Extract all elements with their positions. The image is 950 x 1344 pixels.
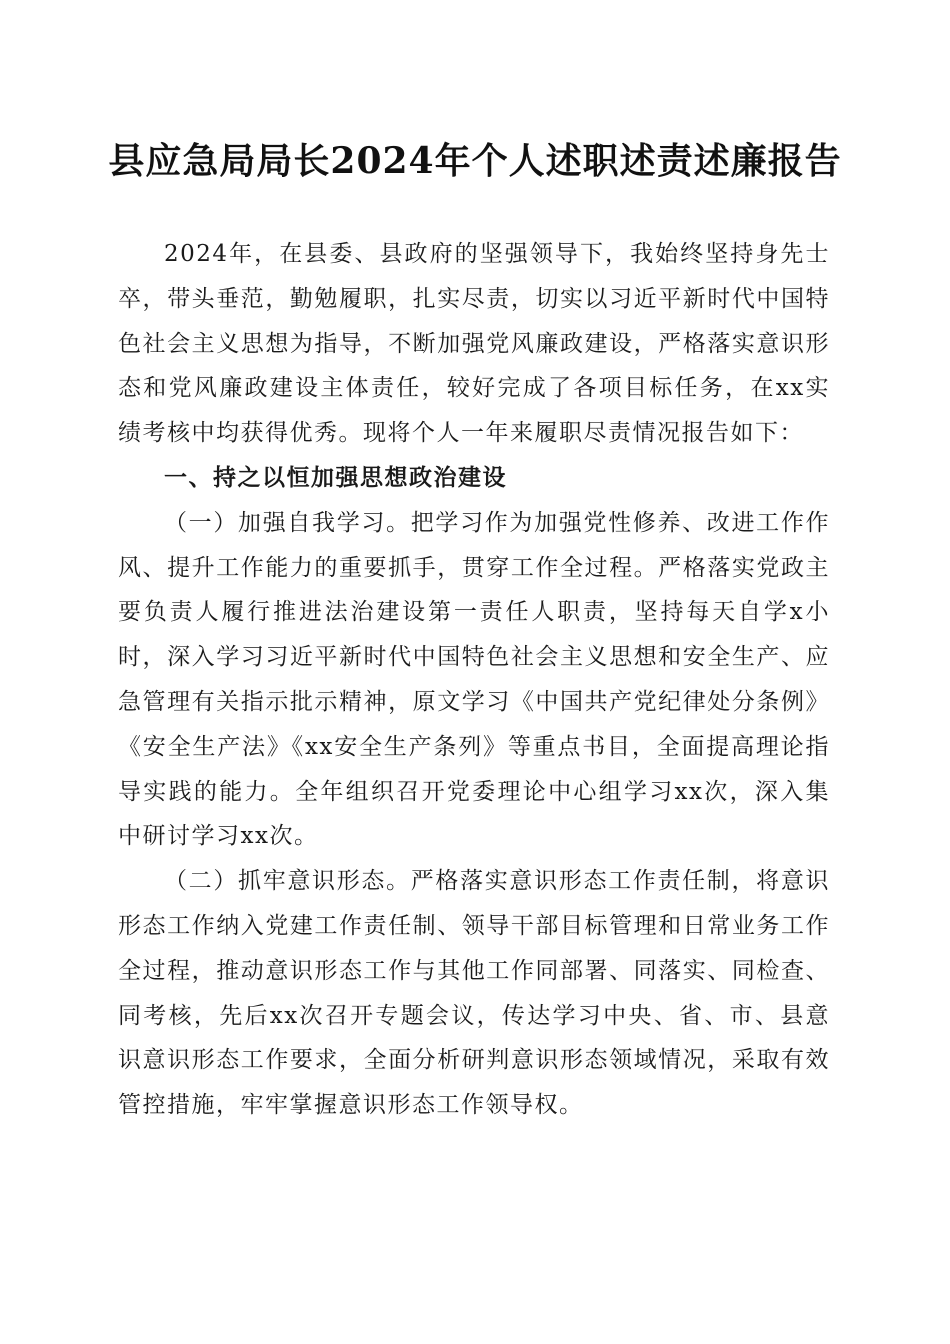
subsection-lead: （一）加强自我学习。 [164, 509, 411, 536]
subsection-text: 严格落实意识形态工作责任制，将意识形态工作纳入党建工作责任制、领导干部目标管理和日常业务工作全过程，推动意识形态工作与其他工作同部署、同落实、同检查、同考核，先后xx次召开专题会议，传达学习中央、省、市、县意识意识形态工作要求，全面分析研判意识形态领域情况，采取有效管控措施，牢牢掌握意识形态工作领导权。 [118, 868, 831, 1119]
subsection-paragraph-1 [118, 501, 830, 859]
subsection-text: 把学习作为加强党性修养、改进工作作风、提升工作能力的重要抓手，贯穿工作全过程。严格落实党政主要负责人履行推进法治建设第一责任人职责，坚持每天自学x小时，深入学习习近平新时代中国特色社会主义思想和安全生产、应急管理有关指示批示精神，原文学习《中国共产党纪律处分条例》《安全生产法》《xx安全生产条列》等重点书目，全面提高理论指导实践的能力。全年组织召开党委理论中心组学习xx次，深入集中研讨学习xx次。 [118, 509, 831, 850]
intro-paragraph: 2024年，在县委、县政府的坚强领导下，我始终坚持身先士卒，带头垂范，勤勉履职，扎实尽责，切实以习近平新时代中国特色社会主义思想为指导，不断加强党风廉政建设，严格落实意识形态和党风廉政建设主体责任，较好完成了各项目标任务，在xx实绩考核中均获得优秀。现将个人一年来履职尽责情况报告如下： [118, 241, 830, 447]
subsection-paragraph-2 [118, 859, 830, 1128]
document-title: 县应急局局长2024年个人述职述责述廉报告 [108, 140, 842, 182]
subsection-lead: （二）抓牢意识形态。 [164, 868, 411, 895]
document-body [118, 232, 830, 1128]
section-heading: 一、持之以恒加强思想政治建设 [164, 464, 507, 491]
